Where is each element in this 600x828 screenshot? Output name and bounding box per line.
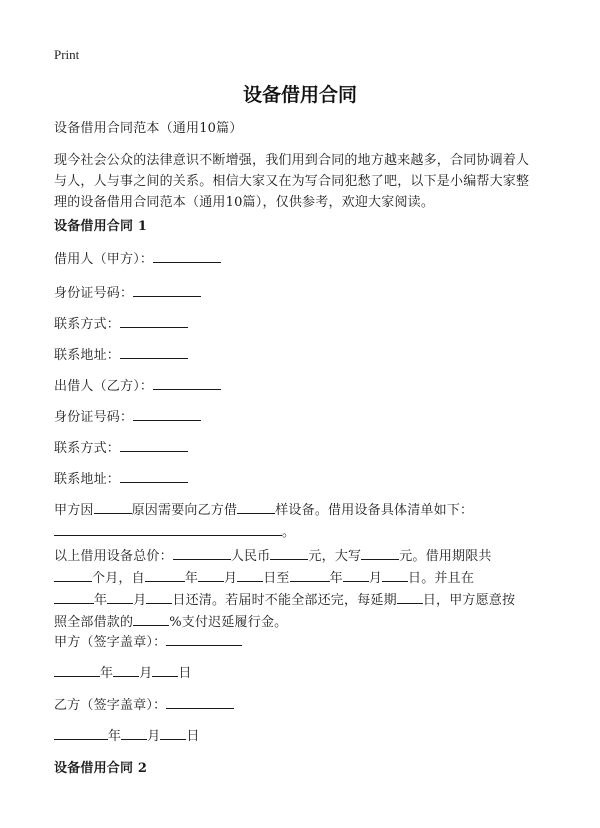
party-b-year-blank[interactable]: [54, 725, 108, 740]
clause-2-text-c1: 年: [94, 593, 108, 608]
clause-2-text-c2: 月: [133, 593, 147, 608]
borrower-field: [54, 248, 554, 270]
contact-label-2: 联系方式：: [54, 441, 121, 456]
rmb-amount-blank[interactable]: [270, 545, 308, 560]
party-a-day-label: 日: [178, 666, 192, 681]
borrower-label: 借用人（甲方）：: [54, 252, 154, 267]
id-number-blank-2[interactable]: [133, 406, 201, 421]
clause-2-text-b5: 年: [329, 571, 343, 586]
repay-month-blank[interactable]: [107, 589, 133, 604]
lender-field: [54, 375, 554, 397]
party-a-label: 甲方（签字盖章）：: [54, 635, 167, 650]
intro-line-3: 理的设备借用合同范本（通用10篇），仅供参考，欢迎大家阅读。: [54, 195, 435, 210]
total-price-blank[interactable]: [173, 545, 231, 560]
party-b-day-label: 日: [186, 729, 200, 744]
id-number-label-2: 身份证号码：: [54, 410, 134, 425]
clause-1-text-b: 原因需要向乙方借: [131, 503, 238, 518]
equipment-count-blank[interactable]: [237, 499, 275, 514]
id-number-field-1: [54, 282, 554, 304]
clause-2-text-b6: 月: [368, 571, 383, 586]
borrower-blank[interactable]: [153, 248, 221, 263]
delay-days-blank[interactable]: [397, 589, 423, 604]
page-title: 设备借用合同: [242, 84, 357, 106]
subtitle: 设备借用合同范本（通用10篇）: [54, 121, 243, 136]
id-number-label-1: 身份证号码：: [54, 286, 134, 301]
party-b-year-label: 年: [108, 729, 122, 744]
lender-blank[interactable]: [153, 375, 221, 390]
party-b-date: [54, 725, 554, 747]
months-blank[interactable]: [54, 567, 92, 582]
equipment-list-blank[interactable]: [54, 521, 282, 536]
clause-2-text-a3: 元，大写: [308, 549, 362, 564]
end-year-blank[interactable]: [290, 567, 330, 582]
contact-blank-1[interactable]: [120, 313, 188, 328]
clause-2-line-3: [54, 589, 554, 611]
clause-2-text-d2: %支付迟延履行金。: [169, 615, 288, 630]
intro-paragraph: [54, 150, 554, 213]
end-month-blank[interactable]: [343, 567, 369, 582]
address-field-1: [54, 344, 554, 366]
clause-2-line-4: [54, 611, 554, 633]
repay-year-blank[interactable]: [54, 589, 94, 604]
clause-1: [54, 499, 554, 543]
clause-2-text-b1: 个月，自: [92, 571, 145, 586]
party-a-day-blank[interactable]: [152, 662, 178, 677]
address-blank-2[interactable]: [120, 468, 188, 483]
party-a-month-blank[interactable]: [113, 662, 139, 677]
lender-label: 出借人（乙方）：: [54, 379, 154, 394]
start-day-blank[interactable]: [237, 567, 263, 582]
repay-day-blank[interactable]: [146, 589, 172, 604]
party-b-signature: [54, 694, 554, 716]
clause-2-text-a1: 以上借用设备总价：: [54, 549, 173, 564]
clause-2-text-c3: 日还清。若届时不能全部还完，每延期: [172, 593, 397, 608]
intro-line-2: 与人，人与事之间的关系。相信大家又在为写合同犯愁了吧，以下是小编帮大家整: [54, 174, 530, 189]
party-b-signature-blank[interactable]: [166, 694, 234, 709]
start-year-blank[interactable]: [145, 567, 185, 582]
party-b-month-label: 月: [147, 729, 161, 744]
clause-1-line-1: [54, 499, 554, 521]
start-month-blank[interactable]: [198, 567, 224, 582]
clause-2: [54, 545, 554, 633]
party-a-signature-blank[interactable]: [166, 631, 242, 646]
party-a-year-blank[interactable]: [54, 662, 100, 677]
clause-2-text-b3: 月: [224, 571, 238, 586]
clause-2-line-2: [54, 567, 554, 589]
contact-label-1: 联系方式：: [54, 317, 121, 332]
clause-2-text-d1: 照全部借款的: [54, 615, 134, 630]
clause-1-end: 。: [282, 525, 296, 540]
address-field-2: [54, 468, 554, 490]
address-blank-1[interactable]: [120, 344, 188, 359]
clause-1-line-2: [54, 521, 554, 543]
contact-blank-2[interactable]: [120, 437, 188, 452]
clause-2-text-a2: 人民币: [230, 549, 271, 564]
party-a-year-label: 年: [100, 666, 114, 681]
section-2-heading: 设备借用合同 2: [54, 761, 148, 776]
contact-field-2: [54, 437, 554, 459]
clause-1-text-c: 样设备。借用设备具体清单如下：: [275, 503, 474, 518]
party-a-date: [54, 662, 554, 684]
address-label-1: 联系地址：: [54, 348, 121, 363]
print-link[interactable]: Print: [54, 47, 80, 62]
reason-blank[interactable]: [94, 499, 132, 514]
party-a-signature: [54, 631, 554, 653]
clause-2-text-c4: 日，甲方愿意按: [422, 593, 516, 608]
clause-1-text-a: 甲方因: [54, 503, 94, 518]
party-b-label: 乙方（签字盖章）：: [54, 698, 167, 713]
intro-line-1: 现今社会公众的法律意识不断增强，我们用到合同的地方越来越多，合同协调着人: [54, 153, 530, 168]
clause-2-text-b7: 日。并且在: [408, 571, 475, 586]
id-number-field-2: [54, 406, 554, 428]
clause-2-text-b2: 年: [184, 571, 199, 586]
clause-2-text-a4: 元。借用期限共: [399, 549, 492, 564]
contact-field-1: [54, 313, 554, 335]
penalty-rate-blank[interactable]: [133, 611, 169, 626]
party-b-day-blank[interactable]: [160, 725, 186, 740]
clause-2-line-1: [54, 545, 554, 567]
party-b-month-blank[interactable]: [121, 725, 147, 740]
clause-2-text-b4: 日至: [263, 571, 290, 586]
id-number-blank-1[interactable]: [133, 282, 201, 297]
section-1-heading: 设备借用合同 1: [54, 219, 148, 234]
address-label-2: 联系地址：: [54, 472, 121, 487]
amount-in-words-blank[interactable]: [361, 545, 399, 560]
end-day-blank[interactable]: [382, 567, 408, 582]
party-a-month-label: 月: [139, 666, 153, 681]
